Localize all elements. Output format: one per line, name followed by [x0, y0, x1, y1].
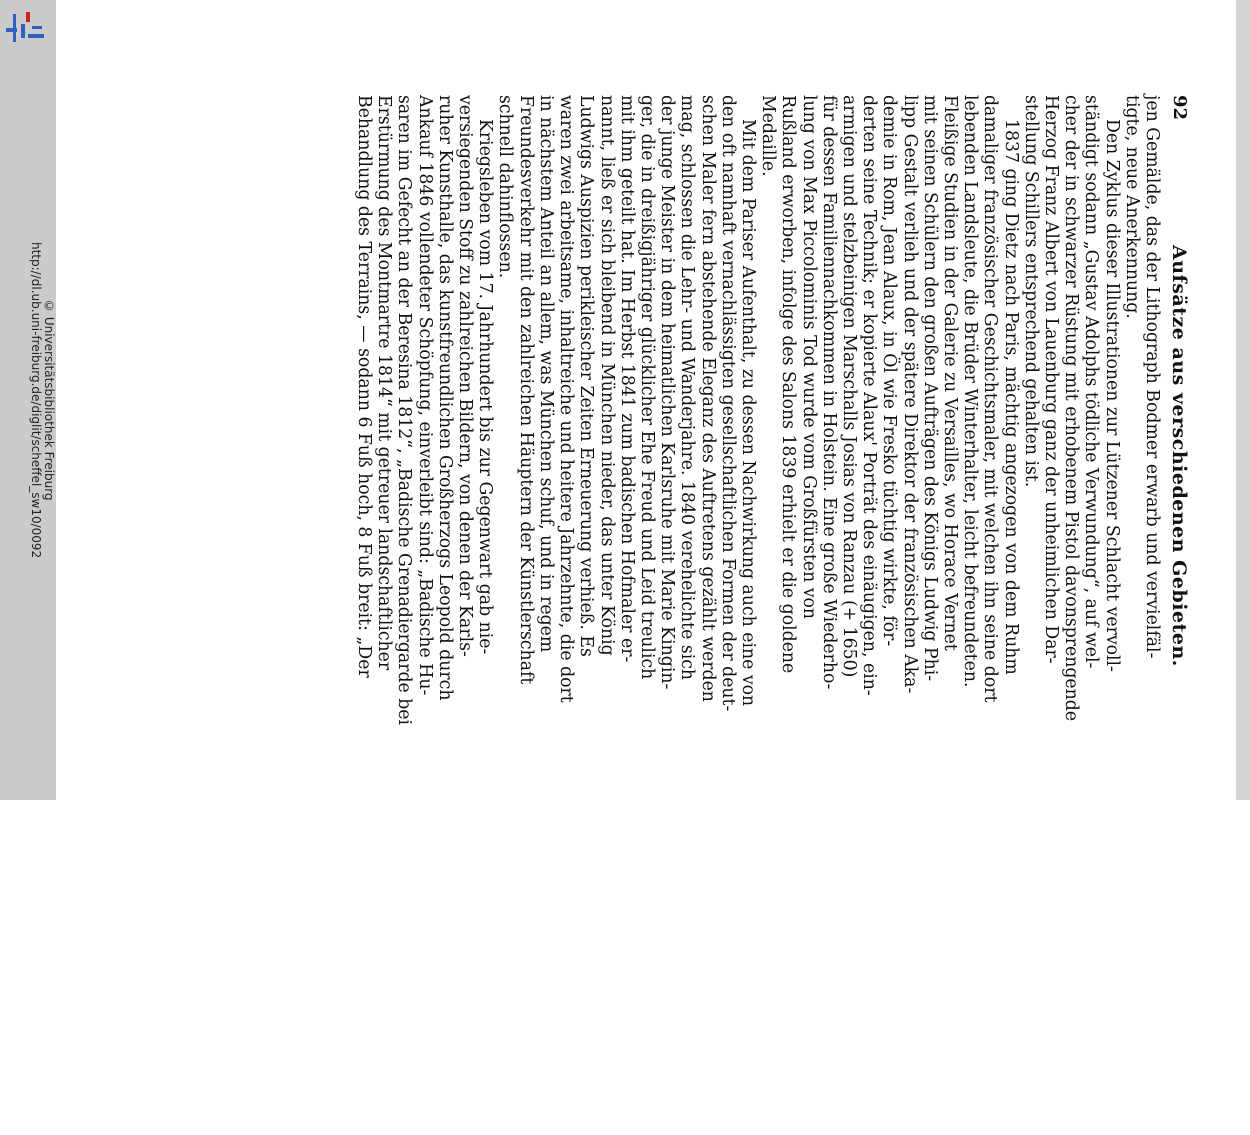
text-line: lipp Gestalt verlieh und der spätere Direktor der französischen Aka- — [899, 95, 920, 694]
text-line: mag, schlossen die Lehr- und Wanderjahre. 1840 verehelichte sich — [677, 95, 698, 681]
viewer-sidebar — [0, 0, 56, 800]
text-line: mit seinen Schülern den großen Aufträgen des Königs Ludwig Phi- — [919, 95, 940, 682]
text-line: waren zwei arbeitsame, inhaltreiche und heitere Jahrzehnte, die dort — [556, 95, 577, 703]
text-line: Ludwigs Auspizien perikleischer Zeiten Erneuerung verhieß. Es — [576, 95, 597, 657]
text-line: Medaille. — [758, 95, 779, 177]
text-line: schnell dahinflossen. — [495, 95, 516, 279]
text-line: lung von Max Piccolominis Tod wurde vom Großfürsten von — [798, 95, 819, 620]
text-line: schen Maler fern abstehende Eleganz des Auftretens gezählt werden — [697, 95, 718, 702]
text-line: ruher Kunsthalle, das kunstfreundlichen Großherzogs Leopold durch — [434, 95, 455, 701]
page-number: 92 — [1169, 95, 1190, 121]
copyright-notice: © Universitätsbibliothek Freiburg — [42, 299, 56, 501]
text-line: Freundesverkehr mit den zahlreichen Häuptern der Künstlerschaft — [515, 95, 536, 685]
text-line: Ankauf 1846 vollendeter Schöpfung, einverleibt sind: „Badische Hu- — [414, 95, 435, 696]
text-line: 1837 ging Dietz nach Paris, mächtig angezogen von dem Ruhm — [1000, 119, 1021, 675]
text-line: derten seine Technik; er kopierte Alaux' Porträt des einäugigen, ein- — [859, 95, 880, 696]
text-line: in nächstem Anteil an allem, was München schuf, und in regem — [535, 95, 556, 653]
text-line: versiegenden Stoff zu zahlreichen Bildern, von denen der Karls- — [455, 95, 476, 657]
text-line: Den Zyklus dieser Illustrationen zur Lützener Schlacht vervoll- — [1101, 119, 1122, 672]
page-body-text — [354, 95, 1162, 1135]
text-line: stellung Schillers entsprechend gehalten ist. — [1020, 95, 1041, 488]
text-line: Rußland erworben, infolge des Salons 1839 erhielt er die goldene — [778, 95, 799, 674]
scanned-page — [150, 95, 1190, 725]
text-line: saren im Gefecht an der Beresina 1812“, „Badische Grenadiergarde bei — [394, 95, 415, 726]
text-line: den oft namhaft vernachlässigten gesellschaftlichen Formen der deut- — [717, 95, 738, 712]
text-line: tigte, neue Anerkennung. — [1121, 95, 1142, 319]
text-line: ständigt sodann „Gustav Adolphs tödliche Verwundung“, auf wel- — [1081, 95, 1102, 669]
text-line: Mit dem Pariser Aufenthalt, zu dessen Nachwirkung auch eine von — [737, 119, 758, 707]
text-line: Kriegsleben vom 17. Jahrhundert bis zur Gegenwart gab nie- — [475, 119, 496, 655]
text-line: demie in Rom, Jean Alaux, in Öl wie Fresko tüchtig wirkte, för- — [879, 95, 900, 647]
text-line: jen Gemälde, das der Lithograph Bodmer erwarb und vervielfäl- — [1142, 95, 1162, 659]
text-line: damaliger französischer Geschichtsmaler, mit welchen ihn seine dort — [980, 95, 1001, 703]
text-line: ger, die in dreißigjähriger glücklicher Ehe Freud und Leid treulich — [636, 95, 657, 680]
text-line: cher der in schwarzer Rüstung mit erhobenem Pistol davonsprengende — [1061, 95, 1082, 722]
text-line: Behandlung des Terrains, — sodann 6 Fuß hoch, 8 Fuß breit: „Der — [354, 95, 375, 678]
text-line: mit ihm geteilt hat. Im Herbst 1841 zum badischen Hofmaler er- — [616, 95, 637, 663]
text-line: Erstürmung des Montmartre 1814“ mit getreuer landschaftlicher — [374, 95, 395, 671]
text-line: für dessen Familiennachkommen in Holstein. Eine große Wiederho- — [818, 95, 839, 690]
text-line: nannt, ließ er sich bleibend in München nieder, das unter König — [596, 95, 617, 656]
text-line: der junge Meister in dem heimatlichen Karlsruhe mit Marie Kingin- — [657, 95, 678, 690]
text-line: Herzog Franz Albert von Lauenburg ganz der unheimlichen Dar- — [1040, 95, 1061, 664]
running-head: Aufsätze aus verschiedenen Gebieten. — [1168, 245, 1190, 667]
text-line: armigen und stelzbeinigen Marschalls Josias von Ranzau (+ 1650) — [838, 95, 859, 678]
text-line: Fleißige Studien in der Galerie zu Versailles, wo Horace Vernet — [939, 95, 960, 651]
text-line: lebenden Landsleute, die Brüder Winterhalter, leicht befreundeten. — [960, 95, 981, 688]
page-url: http://dl.ub.uni-freiburg.de/diglit/scheffel_sw10/0092 — [29, 241, 43, 559]
book-page — [150, 95, 1190, 725]
viewer-right-border — [1236, 0, 1250, 800]
